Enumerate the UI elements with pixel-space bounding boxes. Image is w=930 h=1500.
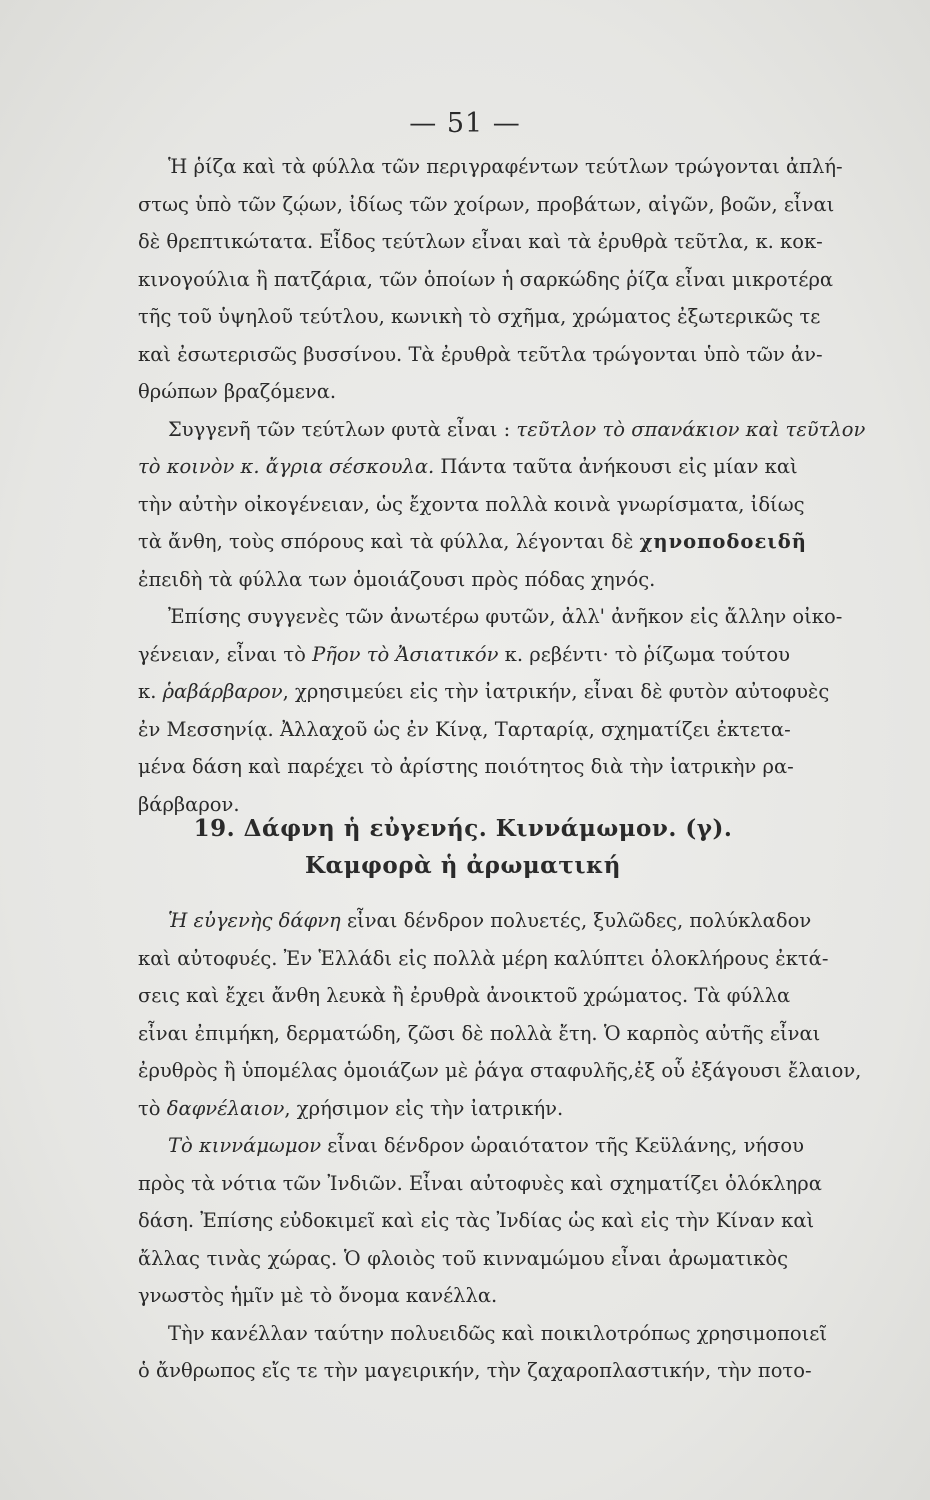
text-line: Τὴν κανέλλαν ταύτην πολυειδῶς καὶ ποικιλοτρόπως χρησιμοποιεῖ — [168, 1321, 828, 1345]
text-run: Πάντα ταῦτα ἀνήκουσι εἰς μίαν καὶ — [434, 455, 798, 478]
text-line: τῆς τοῦ ὑψηλοῦ τεύτλου, κωνικὴ τὸ σχῆμα, χρώματος ἐξωτερικῶς τε — [138, 305, 821, 328]
text-line: ἐπειδὴ τὰ φύλλα των ὁμοιάζουσι πρὸς πόδας χηνός. — [138, 567, 656, 591]
section-subheading: Καμφορὰ ἡ ἀρωματική — [305, 852, 621, 879]
text-line: δάση. Ἐπίσης εὐδοκιμεῖ καὶ εἰς τὰς Ἰνδίας ὡς καὶ εἰς τὴν Κίναν καὶ — [138, 1209, 815, 1232]
text-line: ὁ ἄνθρωπος εἴς τε τὴν μαγειρικήν, τὴν ζαχαροπλαστικήν, τὴν ποτο- — [138, 1359, 812, 1382]
text-line — [138, 636, 791, 674]
italic-term: τὸ κοινὸν κ. ἄγρια σέσκουλα. — [138, 455, 435, 478]
text-line — [138, 1090, 788, 1128]
text-line: βάρβαρον. — [138, 792, 240, 816]
text-run: τὸ — [138, 1096, 167, 1120]
text-run: κ. — [138, 680, 163, 703]
italic-term: ῥαβάρβαρον — [162, 680, 283, 703]
text-run: εἶναι δένδρον ὡραιότατον τῆς Κεϋλάνης, νήσου — [321, 1134, 805, 1157]
text-line — [138, 1127, 805, 1165]
text-line: δὲ θρεπτικώτατα. Εἶδος τεύτλων εἶναι καὶ τὰ ἐρυθρὰ τεῦτλα, κ. κοκ- — [138, 230, 823, 253]
text-line: γνωστὸς ἡμῖν μὲ τὸ ὄνομα κανέλλα. — [138, 1284, 498, 1307]
page-number: — 51 — — [409, 108, 521, 139]
text-run: , χρησιμεύει εἰς τὴν ἰατρικήν, εἶναι δὲ φυτὸν αὐτοφυὲς — [282, 680, 830, 703]
body-text-lower — [138, 902, 862, 1390]
text-line: ἐν Μεσσηνίᾳ. Ἀλλαχοῦ ὡς ἐν Κίνᾳ, Ταρταρίᾳ, σχηματίζει ἐκτετα- — [138, 717, 791, 741]
text-line: σεις καὶ ἔχει ἄνθη λευκὰ ἢ ἐρυθρὰ ἀνοικτοῦ χρώματος. Τὰ φύλλα — [138, 984, 791, 1007]
text-line — [138, 902, 812, 940]
italic-term: Ἡ εὐγενὴς δάφνη — [168, 909, 341, 932]
italic-term: δαφνέλαιον — [166, 1096, 285, 1120]
italic-term: τεῦτλον τὸ σπανάκιον καὶ τεῦτλον — [516, 417, 866, 441]
text-run: Συγγενῆ τῶν τεύτλων φυτὰ εἶναι : — [168, 417, 517, 441]
italic-term: Ρῆον τὸ Ἀσιατικόν — [312, 642, 499, 666]
text-line — [138, 411, 866, 449]
body-text-upper — [138, 148, 866, 823]
text-run: κ. ρεβέντι· τὸ ῥίζωμα τούτου — [498, 642, 791, 666]
text-run: τὰ ἄνθη, τοὺς σπόρους καὶ τὰ φύλλα, λέγονται δὲ — [138, 530, 640, 553]
text-line: στως ὑπὸ τῶν ζῴων, ἰδίως τῶν χοίρων, προβάτων, αἰγῶν, βοῶν, εἶναι — [138, 192, 835, 216]
text-line: εἶναι ἐπιμήκη, δερματώδη, ζῶσι δὲ πολλὰ ἔτη. Ὁ καρπὸς αὐτῆς εἶναι — [138, 1021, 821, 1045]
italic-term: Τὸ κιννάμωμον — [168, 1134, 322, 1157]
text-line: Ἡ ῥίζα καὶ τὰ φύλλα τῶν περιγραφέντων τεύτλων τρώγονται ἀπλή- — [168, 155, 843, 178]
text-line: καὶ αὐτοφυές. Ἐν Ἑλλάδι εἰς πολλὰ μέρη καλύπτει ὁλοκλήρους ἐκτά- — [138, 946, 829, 970]
text-line — [138, 523, 807, 561]
bold-term: χηνοποδοειδῆ — [639, 530, 807, 553]
text-line: κινογούλια ἢ πατζάρια, τῶν ὁποίων ἡ σαρκώδης ῥίζα εἶναι μικροτέρα — [138, 267, 834, 291]
text-line — [138, 448, 798, 486]
text-line: τὴν αὐτὴν οἰκογένειαν, ὡς ἔχοντα πολλὰ κοινὰ γνωρίσματα, ἰδίως — [138, 492, 805, 516]
text-line: ἐρυθρὸς ἢ ὑπομέλας ὁμοιάζων μὲ ῥάγα σταφυλῆς,ἐξ οὗ ἐξάγουσι ἔλαιον, — [138, 1059, 862, 1082]
text-line: μένα δάση καὶ παρέχει τὸ ἀρίστης ποιότητος διὰ τὴν ἰατρικὴν ρα- — [138, 755, 794, 778]
text-line: καὶ ἐσωτερισῶς βυσσίνου. Τὰ ἐρυθρὰ τεῦτλα τρώγονται ὑπὸ τῶν ἀν- — [138, 342, 823, 366]
text-run: γένειαν, εἶναι τὸ — [138, 642, 313, 666]
section-heading: 19. Δάφνη ἡ εὐγενής. Κιννάμωμον. (γ). — [193, 815, 733, 842]
text-run: εἶναι δένδρον πολυετές, ξυλῶδες, πολύκλαδον — [340, 909, 812, 932]
text-line — [138, 673, 830, 711]
text-line: Ἐπίσης συγγενὲς τῶν ἀνωτέρω φυτῶν, ἀλλ' ἀνῆκον εἰς ἄλλην οἰκο- — [168, 605, 843, 628]
text-line: θρώπων βραζόμενα. — [138, 380, 337, 403]
text-line: ἄλλας τινὰς χώρας. Ὁ φλοιὸς τοῦ κινναμώμου εἶναι ἀρωματικὸς — [138, 1246, 788, 1270]
text-line: πρὸς τὰ νότια τῶν Ἰνδιῶν. Εἶναι αὐτοφυὲς καὶ σχηματίζει ὁλόκληρα — [138, 1171, 822, 1195]
text-run: , χρήσιμον εἰς τὴν ἰατρικήν. — [284, 1096, 564, 1120]
